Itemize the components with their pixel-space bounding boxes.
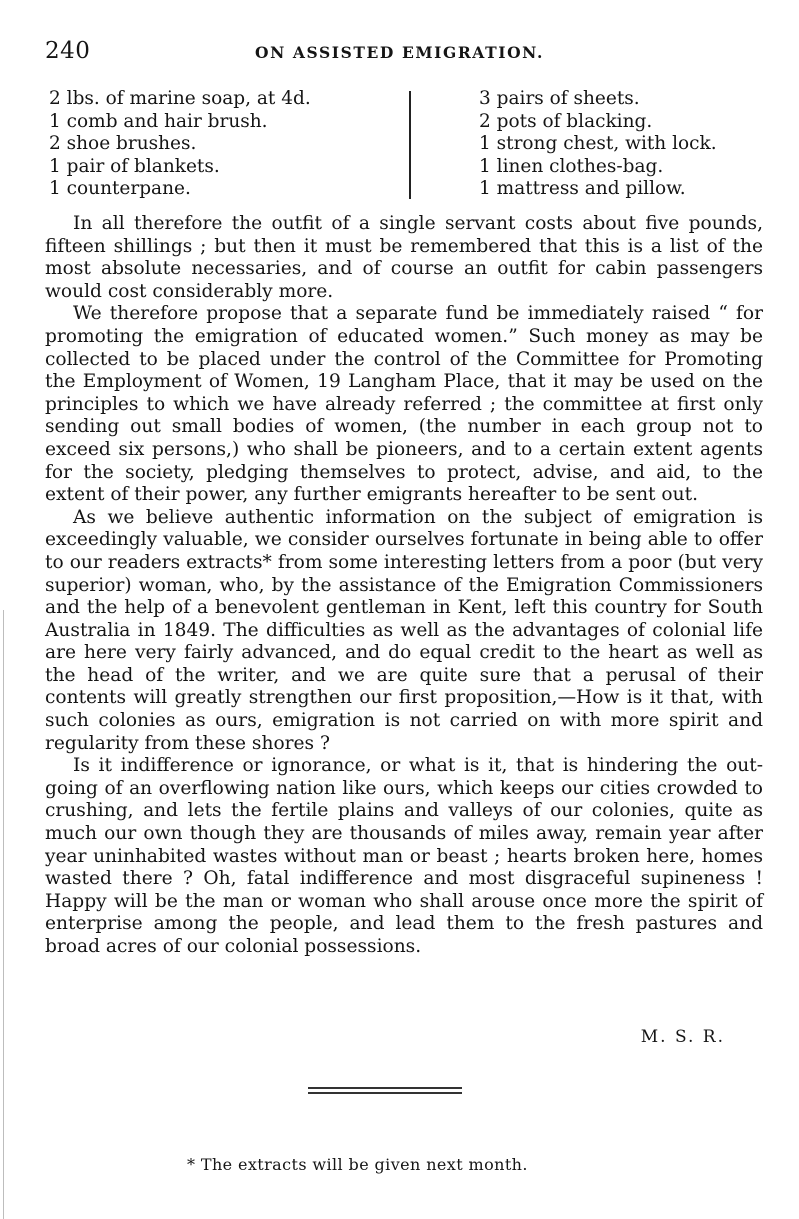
running-head xyxy=(45,38,763,68)
outfit-item: 2 lbs. of marine soap, at 4d. xyxy=(49,88,311,109)
outfit-item: 2 shoe brushes. xyxy=(49,133,197,154)
outfit-item: 1 pair of blankets. xyxy=(49,155,220,177)
outfit-item: 1 strong chest, with lock. xyxy=(479,133,717,154)
outfit-list-left-column xyxy=(49,88,311,201)
outfit-item: 1 mattress and pillow. xyxy=(479,178,686,199)
paragraph: In all therefore the outfit of a single servant costs about five pounds, fifteen shillings ; but then it must be remembered that this is a list of the most absolute necessaries, and of course an outfit for cabin passengers would cost considerably more. xyxy=(45,213,763,302)
running-title: ON ASSISTED EMIGRATION. xyxy=(255,43,544,62)
outfit-list-right-column xyxy=(479,88,717,201)
paragraph: As we believe authentic information on the subject of emigration is exceedingly valuable, we consider ourselves fortunate in being able to offer to our readers extracts* from some interesting letters from a poor (but very superior) woman, who, by the assistance of the Emigration Commissioners and the help of a benevolent gentleman in Kent, left this country for South Australia in 1849. The difficulties as well as the advantages of colonial life are here very fairly advanced, and do equal credit to the heart as well as the head of the writer, and we are quite sure that a perusal of their contents will greatly strengthen our first proposition,—How is it that, with such colonies as ours, emigration is not carried on with more spirit and regularity from these shores ? xyxy=(45,506,763,754)
author-signature: M. S. R. xyxy=(640,1027,725,1047)
paragraph: We therefore propose that a separate fund be immediately raised “ for promoting the emigration of educated women.” Such money as may be collected to be placed under the control of the Committee for Promoting the Employment of Women, 19 Langham Place, that it may be used on the principles to which we have already referred ; the committee at first only sending out small bodies of women, (the number in each group not to exceed six persons,) who shall be pioneers, and to a certain extent agents for the society, pledging themselves to protect, advise, and aid, to the extent of their power, any further emigrants hereafter to be sent out. xyxy=(45,303,763,506)
outfit-item: 2 pots of blacking. xyxy=(479,110,653,132)
article-body xyxy=(45,213,763,959)
paragraph: Is it indifference or ignorance, or what is it, that is hindering the out-going of an overflowing nation like ours, which keeps our cities crowded to crushing, and lets the fertile plains and valleys of our colonies, quite as much our own though they are thousands of miles away, remain year after year uninhabited wastes without man or beast ; hearts broken here, homes wasted there ? Oh, fatal indifference and most disgraceful supineness ! Happy will be the man or woman who shall arouse once more the spirit of enterprise among the people, and lead them to the fresh pastures and broad acres of our colonial possessions. xyxy=(45,755,763,957)
page-number: 240 xyxy=(45,38,91,64)
column-divider xyxy=(409,91,411,199)
page-edge-shadow xyxy=(3,610,4,1219)
outfit-item: 1 comb and hair brush. xyxy=(49,110,268,132)
section-divider xyxy=(308,1087,462,1094)
footnote: * The extracts will be given next month. xyxy=(187,1155,528,1174)
outfit-item: 3 pairs of sheets. xyxy=(479,88,640,109)
outfit-item: 1 counterpane. xyxy=(49,178,191,199)
outfit-item: 1 linen clothes-bag. xyxy=(479,155,664,177)
